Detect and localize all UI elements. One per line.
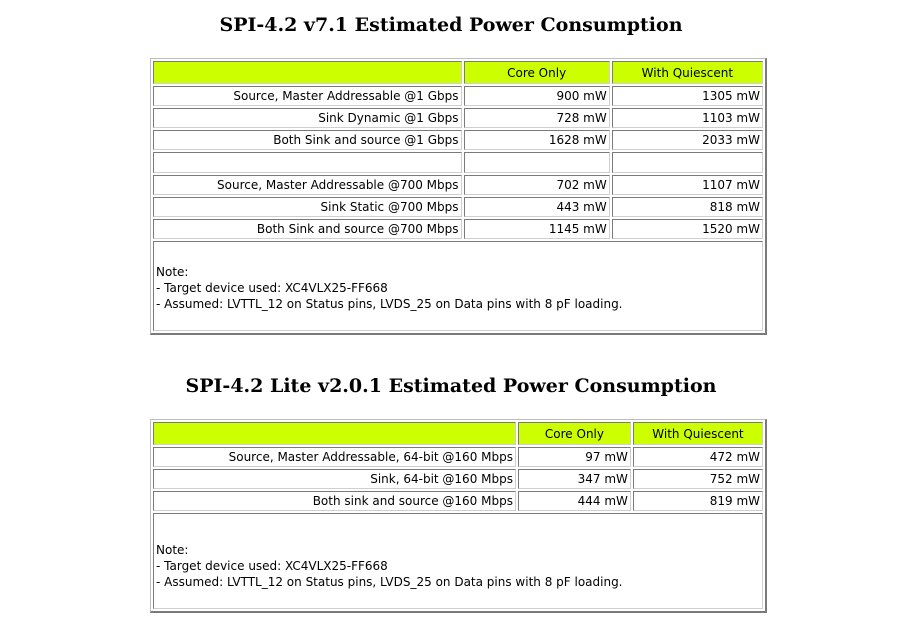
table-row [153,130,763,150]
table-row [153,197,763,217]
column-header-quiescent: With Quiescent [612,61,763,84]
quiescent-value: 1305 mW [612,86,763,106]
table-header-row [153,422,763,445]
core-value: 702 mW [464,175,610,195]
row-label: Source, Master Addressable @700 Mbps [153,175,462,195]
core-value: 1145 mW [464,219,610,239]
row-label: Source, Master Addressable, 64-bit @160 Mbps [153,447,516,467]
power-table-spi42 [150,58,767,335]
row-label: Sink, 64-bit @160 Mbps [153,469,516,489]
note-row [153,241,763,331]
table-row [153,219,763,239]
table-row [153,108,763,128]
table-row [153,175,763,195]
row-label: Both Sink and source @1 Gbps [153,130,462,150]
quiescent-value: 1520 mW [612,219,763,239]
quiescent-value: 1107 mW [612,175,763,195]
quiescent-value: 1103 mW [612,108,763,128]
row-label: Sink Dynamic @1 Gbps [153,108,462,128]
core-value: 1628 mW [464,130,610,150]
core-value: 900 mW [464,86,610,106]
quiescent-value: 2033 mW [612,130,763,150]
core-value: 97 mW [518,447,631,467]
note-heading: Note: [156,543,189,557]
row-label: Both sink and source @160 Mbps [153,491,516,511]
table-row [153,469,763,489]
core-value: 443 mW [464,197,610,217]
core-value: 444 mW [518,491,631,511]
table-row [153,491,763,511]
note-cell [153,241,763,331]
power-table-spi42-lite [150,419,767,613]
core-value: 347 mW [518,469,631,489]
column-header-core: Core Only [464,61,610,84]
note-heading: Note: [156,265,189,279]
section2-title: SPI-4.2 Lite v2.0.1 Estimated Power Consumption [185,375,717,397]
empty-cell [612,152,763,173]
core-value: 728 mW [464,108,610,128]
section1-title: SPI-4.2 v7.1 Estimated Power Consumption [219,14,683,36]
header-empty-cell [153,422,516,445]
empty-cell [153,152,462,173]
row-label: Both Sink and source @700 Mbps [153,219,462,239]
note-row [153,513,763,609]
row-label: Source, Master Addressable @1 Gbps [153,86,462,106]
table-row [153,86,763,106]
quiescent-value: 752 mW [633,469,763,489]
note-line: - Assumed: LVTTL_12 on Status pins, LVDS_25 on Data pins with 8 pF loading. [156,297,623,311]
column-header-quiescent: With Quiescent [633,422,763,445]
table-row [153,447,763,467]
spacer-row [153,152,763,173]
note-cell [153,513,763,609]
note-line: - Assumed: LVTTL_12 on Status pins, LVDS_25 on Data pins with 8 pF loading. [156,575,623,589]
note-line: - Target device used: XC4VLX25-FF668 [156,281,388,295]
note-line: - Target device used: XC4VLX25-FF668 [156,559,388,573]
quiescent-value: 472 mW [633,447,763,467]
quiescent-value: 819 mW [633,491,763,511]
header-empty-cell [153,61,462,84]
table-header-row [153,61,763,84]
quiescent-value: 818 mW [612,197,763,217]
empty-cell [464,152,610,173]
column-header-core: Core Only [518,422,631,445]
row-label: Sink Static @700 Mbps [153,197,462,217]
